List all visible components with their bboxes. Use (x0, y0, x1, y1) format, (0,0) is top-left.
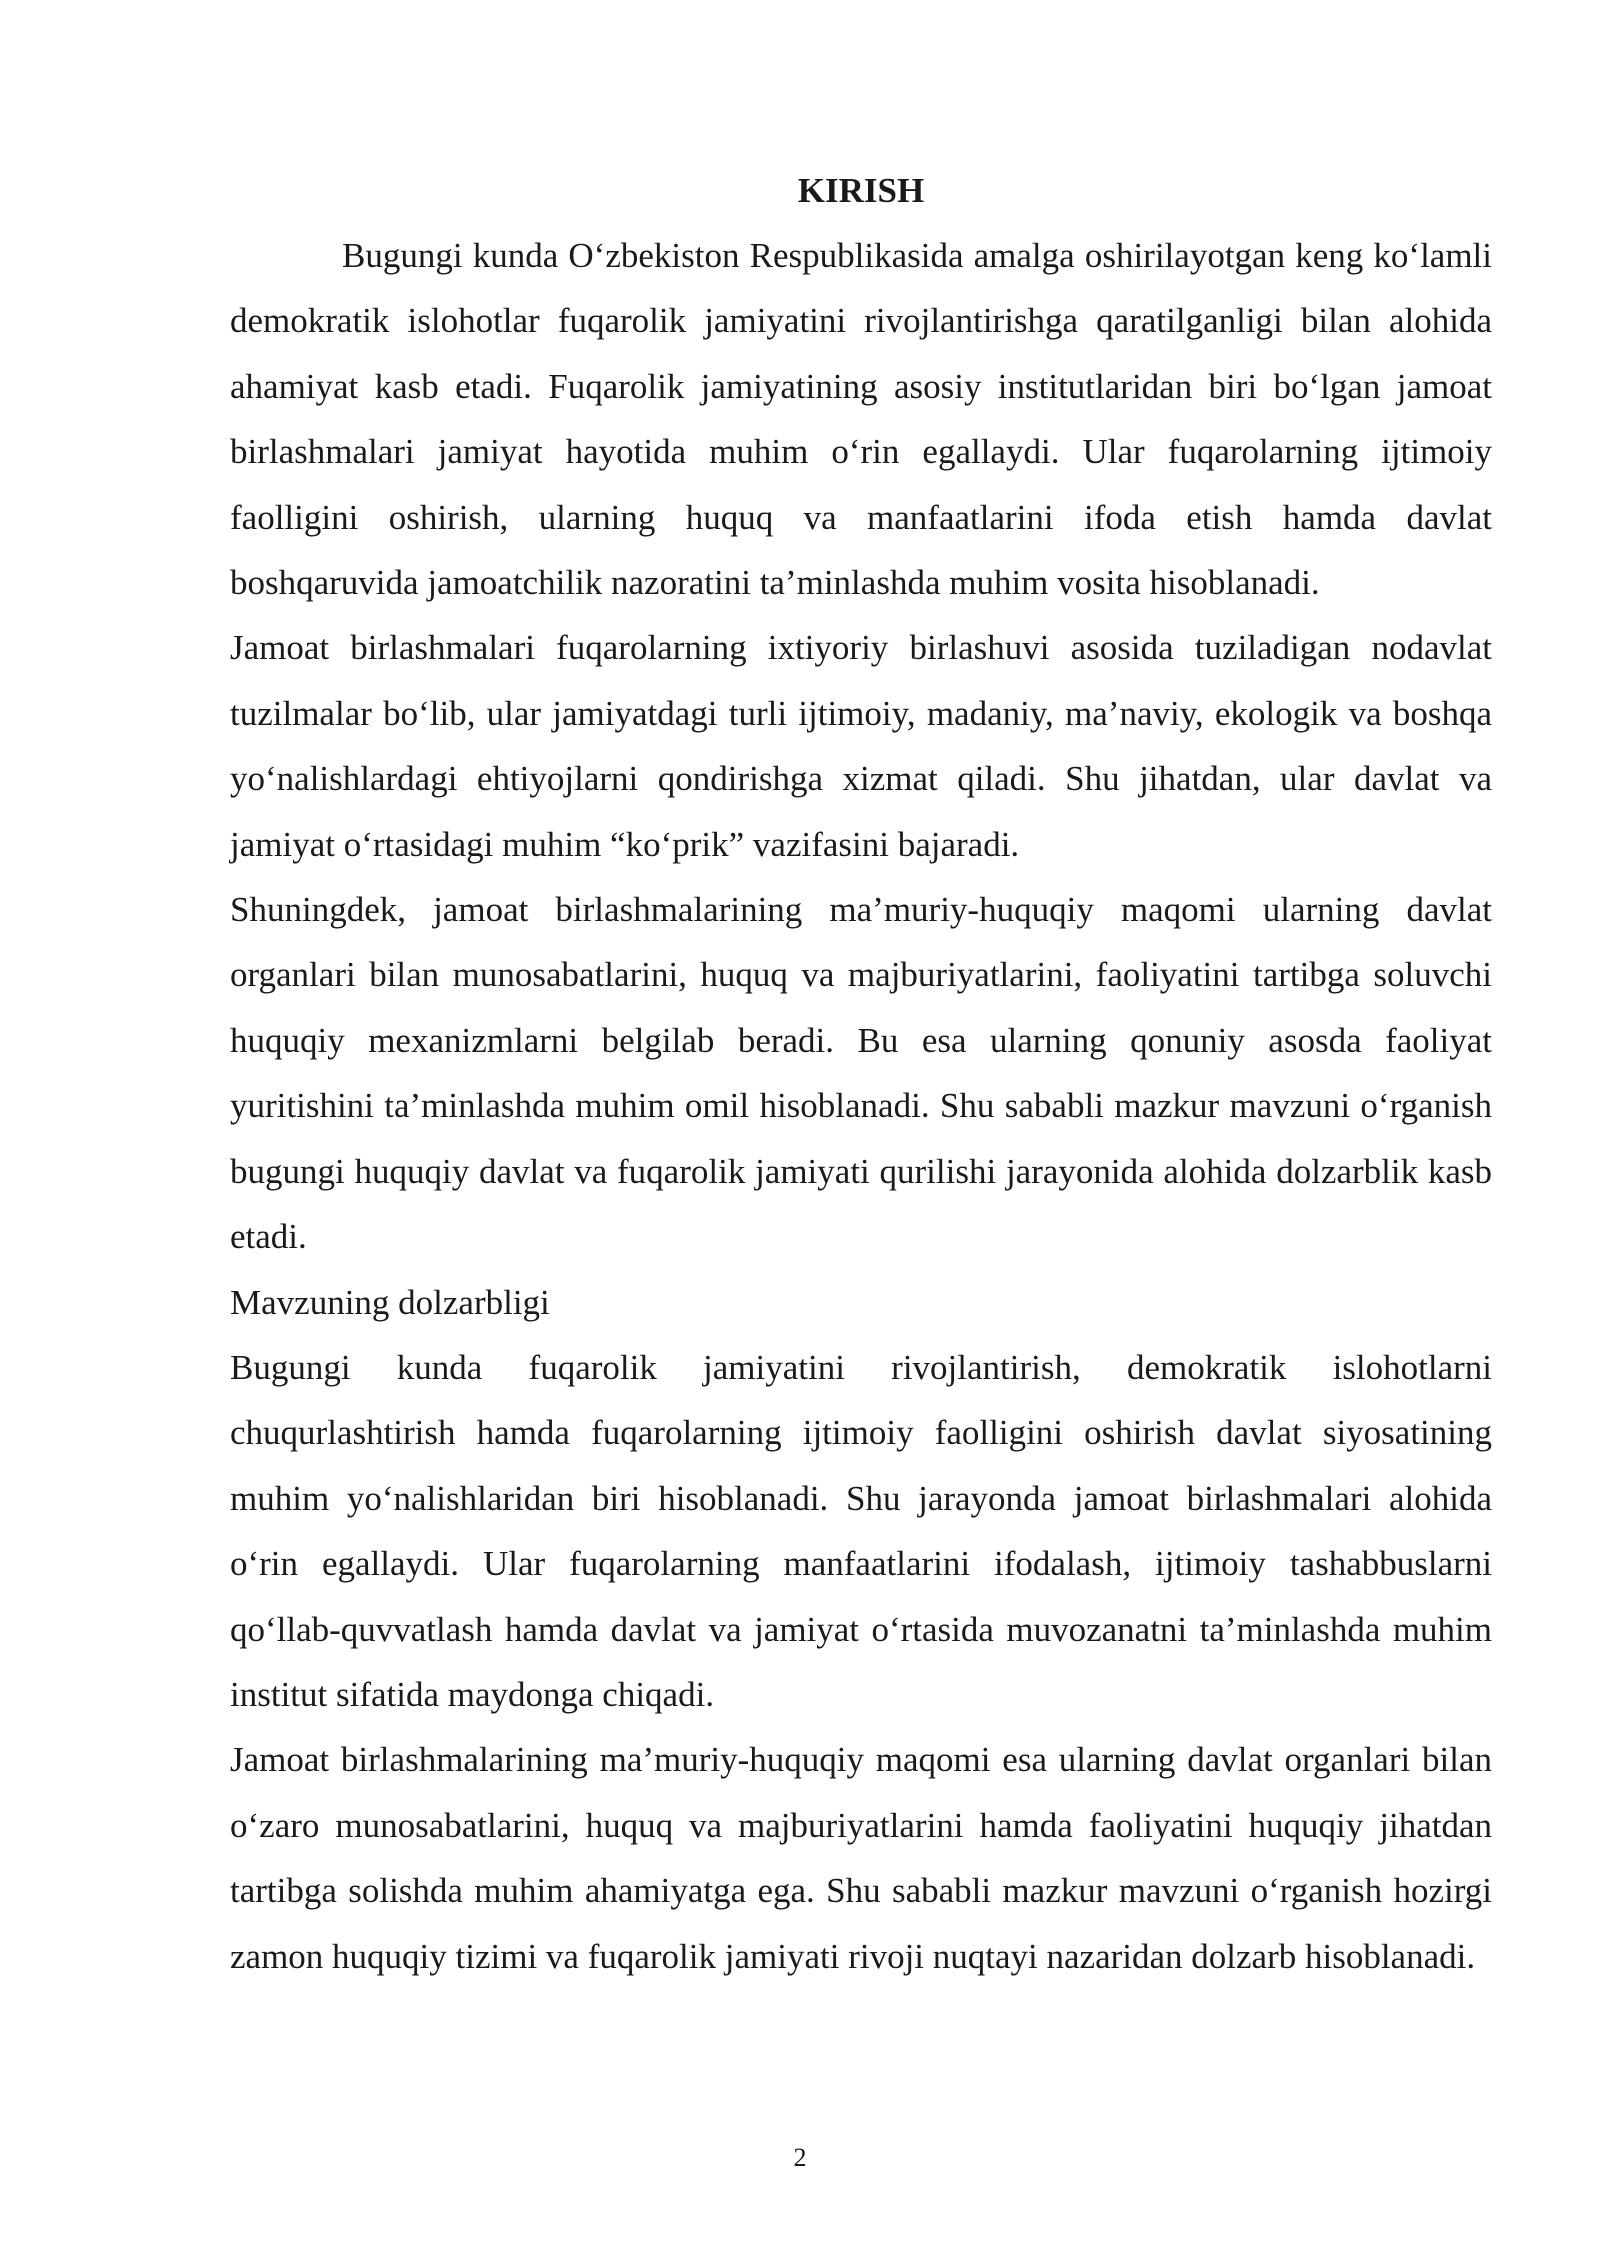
page-title: KIRISH (797, 171, 925, 210)
page-content (230, 158, 1492, 1989)
section-heading: Mavzuning dolzarbligi (230, 1282, 550, 1322)
page-number: 2 (793, 2143, 807, 2172)
intro-paragraph-1: Bugungi kunda O‘zbekiston Respublikasida amalga oshirilayotgan keng ko‘lamli demokratik islohotlar fuqarolik jamiyatini rivojlantirishga qaratilganligi bilan alohida ahamiyat kasb etadi. Fuqarolik jamiyatining asosiy institutlaridan biri bo‘lgan jamoat birlashmalari jamiyat hayotida muhim o‘rin egallaydi. Ular fuqarolarning ijtimoiy faolligini oshirish, ularning huquq va manfaatlarini ifoda etish hamda davlat boshqaruvida jamoatchilik nazoratini ta’minlashda muhim vosita hisoblanadi. (230, 236, 1492, 603)
section-paragraph-1: Bugungi kunda fuqarolik jamiyatini rivojlantirish, demokratik islohotlarni chuqurlashtirish hamda fuqarolarning ijtimoiy faolligini oshirish davlat siyosatining muhim yo‘nalishlaridan biri hisoblanadi. Shu jarayonda jamoat birlashmalari alohida o‘rin egallaydi. Ular fuqarolarning manfaatlarini ifodalash, ijtimoiy tashabbuslarni qo‘llab-quvvatlash hamda davlat va jamiyat o‘rtasida muvozanatni ta’minlashda muhim institut sifatida maydonga chiqadi. (230, 1347, 1492, 1714)
section-paragraph-2: Jamoat birlashmalarining ma’muriy-huquqiy maqomi esa ularning davlat organlari bilan o‘zaro munosabatlarini, huquq va majburiyatlarini hamda faoliyatini huquqiy jihatdan tartibga solishda muhim ahamiyatga ega. Shu sababli mazkur mavzuni o‘rganish hozirgi zamon huquqiy tizimi va fuqarolik jamiyati rivoji nuqtayi nazaridan dolzarb hisoblanadi. (230, 1740, 1492, 1976)
intro-paragraph-2: Jamoat birlashmalari fuqarolarning ixtiyoriy birlashuvi asosida tuziladigan nodavlat tuzilmalar bo‘lib, ular jamiyatdagi turli ijtimoiy, madaniy, ma’naviy, ekologik va boshqa yo‘nalishlardagi ehtiyojlarni qondirishga xizmat qiladi. Shu jihatdan, ular davlat va jamiyat o‘rtasidagi muhim “ko‘prik” vazifasini bajaradi. (230, 628, 1492, 864)
intro-paragraph-3: Shuningdek, jamoat birlashmalarining ma’muriy-huquqiy maqomi ularning davlat organlari bilan munosabatlarini, huquq va majburiyatlarini, faoliyatini tartibga soluvchi huquqiy mexanizmlarni belgilab beradi. Bu esa ularning qonuniy asosda faoliyat yuritishini ta’minlashda muhim omil hisoblanadi. Shu sababli mazkur mavzuni o‘rganish bugungi huquqiy davlat va fuqarolik jamiyati qurilishi jarayonida alohida dolzarblik kasb etadi. (230, 890, 1492, 1257)
